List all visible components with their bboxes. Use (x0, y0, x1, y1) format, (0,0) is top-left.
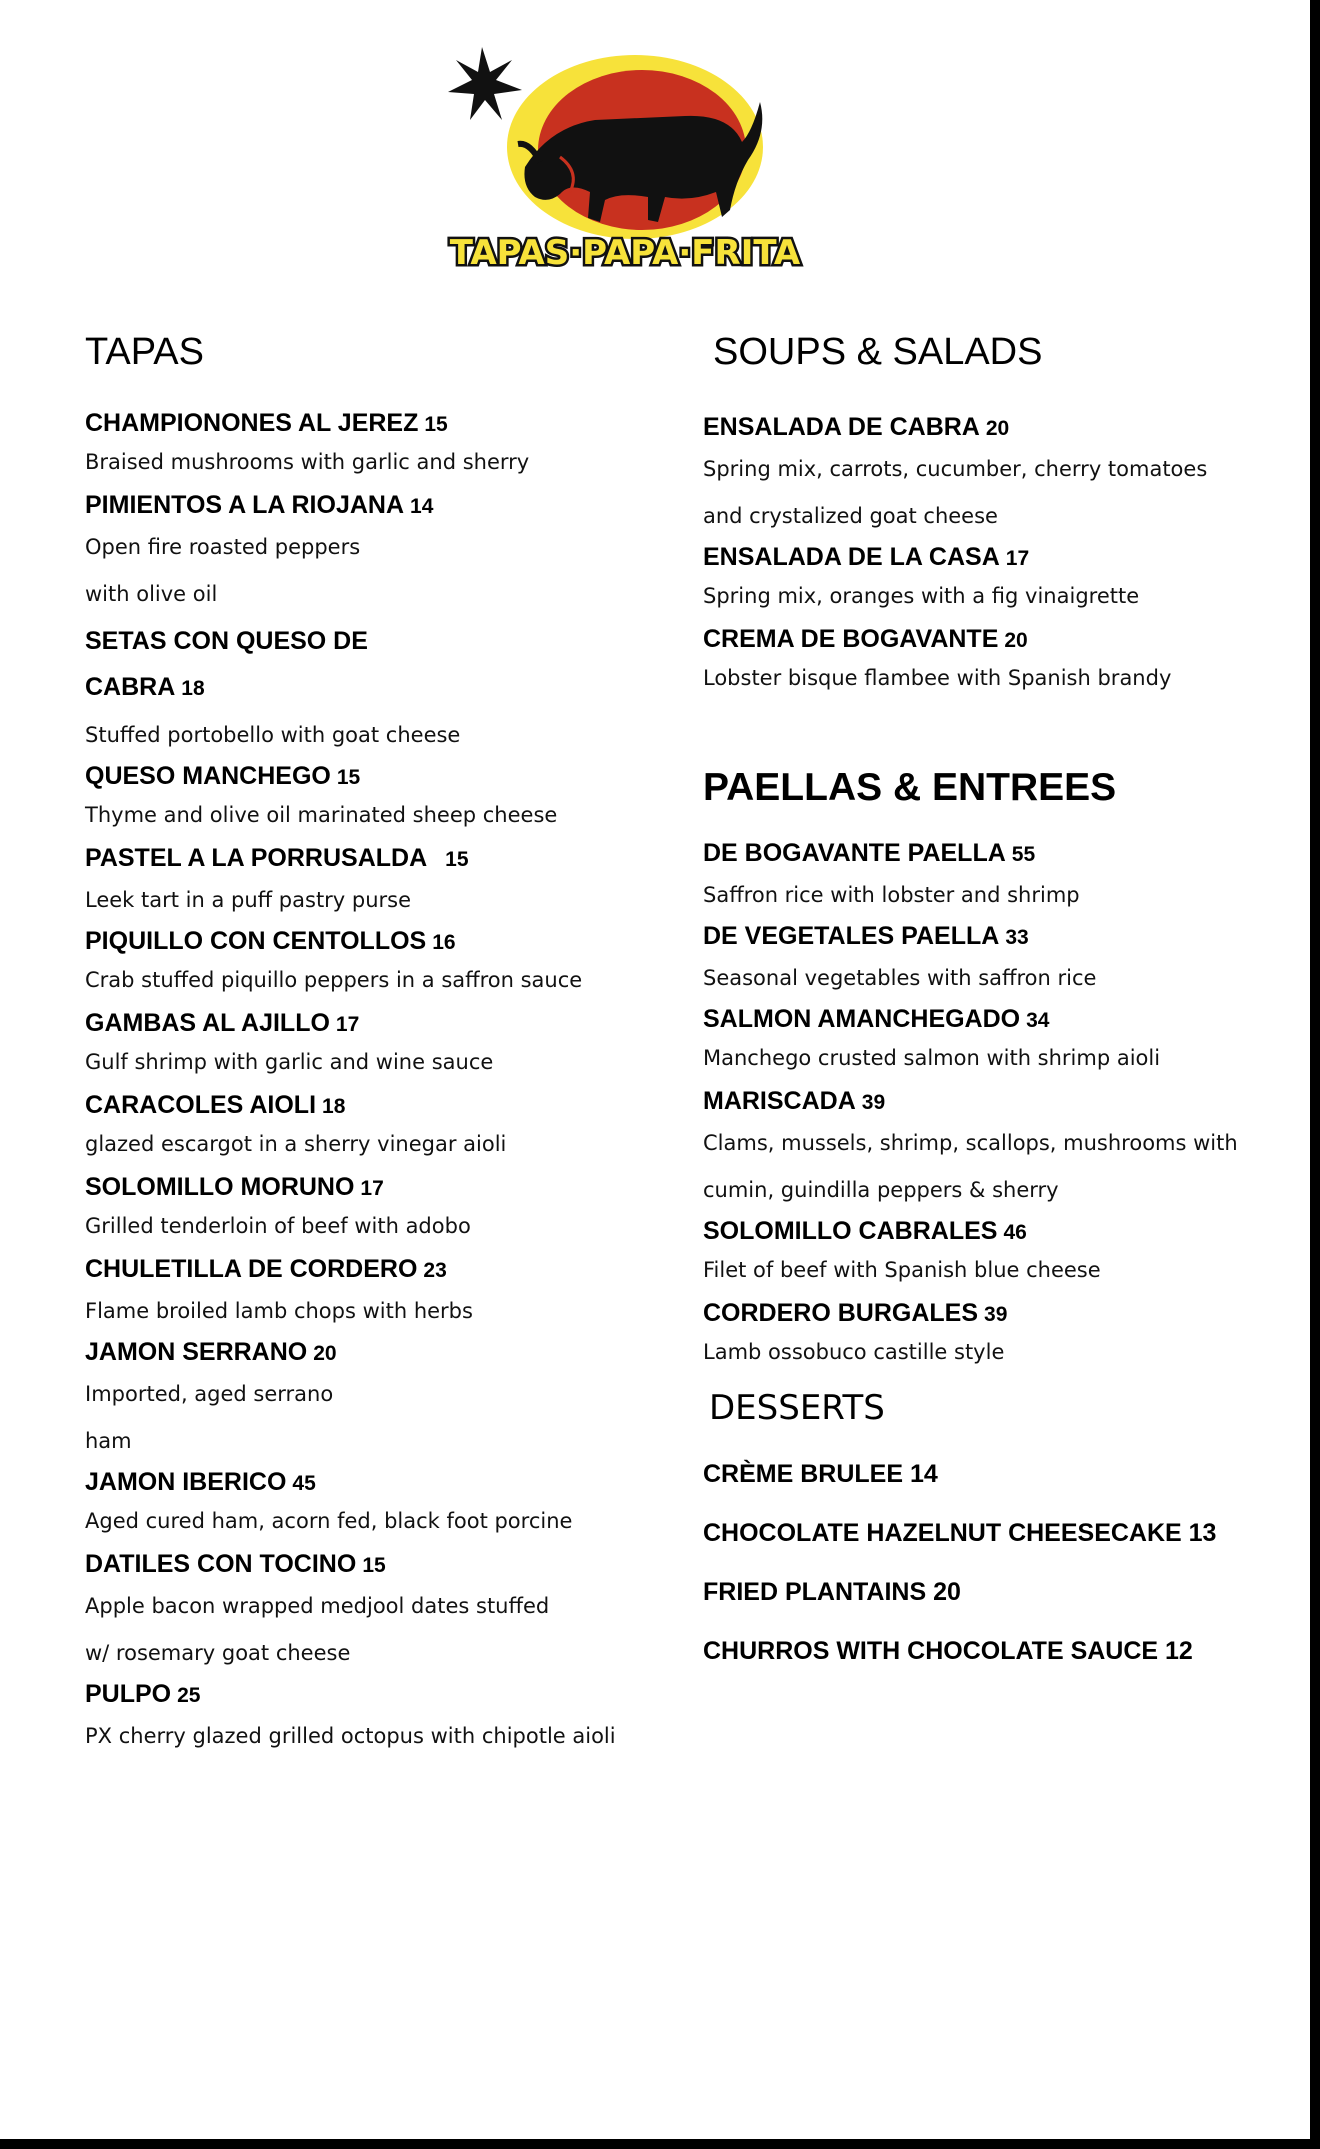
paellas-entrees-heading: PAELLAS & ENTREES (703, 766, 1117, 809)
menu-item: MARISCADA 39 Clams, mussels, shrimp, scallops, mushrooms with cumin, guindilla peppers & sherry (703, 1087, 1238, 1202)
menu-item: SOLOMILLO CABRALES 46 Filet of beef with Spanish blue cheese (703, 1217, 1101, 1282)
menu-item: QUESO MANCHEGO 15 Thyme and olive oil marinated sheep cheese (85, 762, 558, 827)
menu-item: DE BOGAVANTE PAELLA 55 Saffron rice with lobster and shrimp (703, 839, 1080, 907)
menu-item: PULPO 25 PX cherry glazed grilled octopus with chipotle aioli (85, 1680, 616, 1748)
menu-item: CREMA DE BOGAVANTE 20 Lobster bisque flambee with Spanish brandy (703, 625, 1172, 690)
menu-item: JAMON SERRANO 20 Imported, aged serrano ham (85, 1338, 337, 1453)
tapas-section (85, 330, 685, 1760)
menu-item: PIQUILLO CON CENTOLLOS 16 Crab stuffed piquillo peppers in a saffron sauce (85, 927, 583, 992)
menu-item: ENSALADA DE CABRA 20 Spring mix, carrots, cucumber, cherry tomatoes and crystalized goat cheese (703, 413, 1208, 528)
menu-item: ENSALADA DE LA CASA 17 Spring mix, oranges with a fig vinaigrette (703, 543, 1140, 608)
menu-item: PIMIENTOS A LA RIOJANA 14 Open fire roasted peppers with olive oil (85, 491, 434, 606)
menu-item: SALMON AMANCHEGADO 34 Manchego crusted salmon with shrimp aioli (703, 1005, 1161, 1070)
menu-item: GAMBAS AL AJILLO 17 Gulf shrimp with garlic and wine sauce (85, 1009, 494, 1074)
restaurant-logo (430, 32, 820, 282)
soups-salads-heading: SOUPS & SALADS (713, 331, 1043, 373)
desserts-heading: DESSERTS (709, 1388, 885, 1428)
bull-sun-logo-icon (430, 32, 820, 282)
menu-item: CHULETILLA DE CORDERO 23 Flame broiled lamb chops with herbs (85, 1255, 473, 1323)
menu-item: CARACOLES AIOLI 18 glazed escargot in a sherry vinegar aioli (85, 1091, 507, 1156)
right-column (703, 330, 1263, 1668)
dessert-item: CHOCOLATE HAZELNUT CHEESECAKE 13 (703, 1519, 1217, 1547)
menu-item: CORDERO BURGALES 39 Lamb ossobuco castille style (703, 1299, 1008, 1364)
menu-item: JAMON IBERICO 45 Aged cured ham, acorn fed, black foot porcine (85, 1468, 573, 1533)
svg-text:TAPAS·PAPA·FRITA: TAPAS·PAPA·FRITA (449, 233, 801, 273)
dessert-item: CHURROS WITH CHOCOLATE SAUCE 12 (703, 1637, 1193, 1665)
menu-item: SETAS CON QUESO DE CABRA 18 Stuffed portobello with goat cheese (85, 627, 461, 747)
menu-item: SOLOMILLO MORUNO 17 Grilled tenderloin of beef with adobo (85, 1173, 471, 1238)
menu-item: DE VEGETALES PAELLA 33 Seasonal vegetables with saffron rice (703, 922, 1097, 990)
menu-item: DATILES CON TOCINO 15 Apple bacon wrapped medjool dates stuffed w/ rosemary goat cheese (85, 1550, 550, 1665)
dessert-item: FRIED PLANTAINS 20 (703, 1578, 961, 1606)
menu-item: PASTEL A LA PORRUSALDA 15 Leek tart in a puff pastry purse (85, 844, 469, 912)
logo-wordmark (450, 233, 801, 273)
dessert-item: CRÈME BRULEE 14 (703, 1460, 938, 1488)
tapas-heading: TAPAS (85, 331, 204, 373)
menu-item: CHAMPIONONES AL JEREZ 15 Braised mushrooms with garlic and sherry (85, 409, 530, 474)
